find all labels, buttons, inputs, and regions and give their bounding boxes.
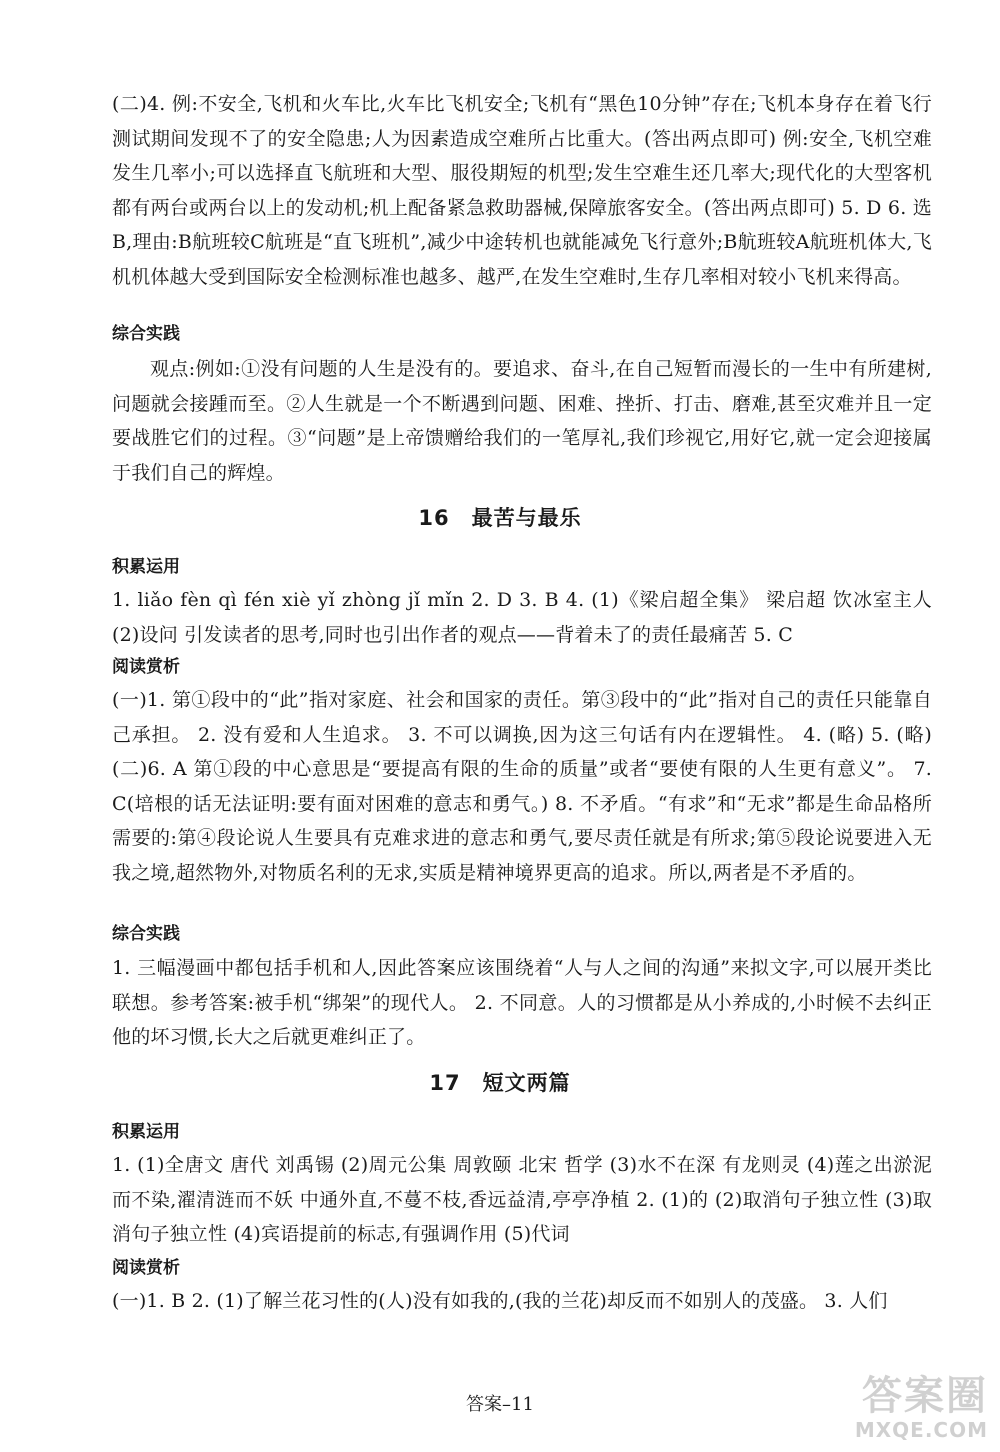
reading-answer-text: (一)1. B 2. (1)了解兰花习性的(人)没有如我的,(我的兰花)却反而不如别人的茂盛。 3. 人们: [112, 1290, 888, 1312]
section-heading-accumulation: 积累运用: [112, 1122, 180, 1142]
accumulation-answer-text: 1. liǎo fèn qì fén xiè yǐ zhòng jǐ mǐn 2. D 3. B 4. (1)《梁启超全集》 梁启超 饮冰室主人 (2)设问 引发读者的思考,同时也引出作者的观点——背着未了的责任最痛苦 5. C: [112, 589, 932, 646]
watermark-text: 答案圈: [862, 1373, 988, 1419]
practice-answer-text: 观点:例如:①没有问题的人生是没有的。要追求、奋斗,在自己短暂而漫长的一生中有所建树,问题就会接踵而至。②人生就是一个不断遇到问题、困难、挫折、打击、磨难,甚至灾难并且一定要战胜它们的过程。③“问题”是上帝馈赠给我们的一笔厚礼,我们珍视它,用好它,就一定会迎接属于我们自己的辉煌。: [112, 358, 932, 484]
section-heading-accumulation: 积累运用: [112, 557, 180, 577]
page-number: 答案–11: [466, 1394, 534, 1415]
section-heading-practice: 综合实践: [112, 324, 180, 344]
watermark-url: MXQE.COM: [854, 1418, 988, 1442]
reading-answer-text: (一)1. 第①段中的“此”指对家庭、社会和国家的责任。第③段中的“此”指对自己的责任只能靠自己承担。 2. 没有爱和人生追求。 3. 不可以调换,因为这三句话有内在逻辑性。 4. (略) 5. (略) (二)6. A 第①段的中心意思是“要提高有限的生命的质量”或者“要使有限的人生更有意义”。 7. C(培根的话无法证明:要有面对困难的意志和勇气。) 8. 不矛盾。“有求”和“无求”都是生命品格所需要的:第④段论说人生要具有克难求进的意志和勇气,要尽责任就是有所求;第⑤段论说要进入无我之境,超然物外,对物质名利的无求,实质是精神境界更高的追求。所以,两者是不矛盾的。: [112, 689, 932, 884]
chapter-number: 17: [429, 1071, 461, 1095]
section-heading-practice: 综合实践: [112, 924, 180, 944]
chapter-title-16: [0, 503, 1000, 533]
chapter-number: 16: [418, 506, 450, 530]
chapter-name: 最苦与最乐: [471, 506, 582, 530]
section-heading-reading: 阅读赏析: [112, 1258, 180, 1278]
chapter-name: 短文两篇: [482, 1071, 571, 1095]
practice-answer-text: 1. 三幅漫画中都包括手机和人,因此答案应该围绕着“人与人之间的沟通”来拟文字,可以展开类比联想。参考答案:被手机“绑架”的现代人。 2. 不同意。人的习惯都是从小养成的,小时候不去纠正他的坏习惯,长大之后就更难纠正了。: [112, 957, 932, 1048]
section-heading-reading: 阅读赏析: [112, 657, 180, 677]
accumulation-answer-text: 1. (1)全唐文 唐代 刘禹锡 (2)周元公集 周敦颐 北宋 哲学 (3)水不在深 有龙则灵 (4)莲之出淤泥而不染,濯清涟而不妖 中通外直,不蔓不枝,香远益清,亭亭净植 2. (1)的 (2)取消句子独立性 (3)取消句子独立性 (4)宾语提前的标志,有强调作用 (5)代词: [112, 1154, 932, 1245]
site-watermark-logo: [828, 1354, 988, 1442]
answer-block-continued: (二)4. 例:不安全,飞机和火车比,火车比飞机安全;飞机有“黑色10分钟”存在;飞机本身存在着飞行测试期间发现不了的安全隐患;人为因素造成空难所占比重大。(答出两点即可) 例:安全,飞机空难发生几率小;可以选择直飞航班和大型、服役期短的机型;发生空难生还几率大;现代化的大型客机都有两台或两台以上的发动机;机上配备紧急救助器械,保障旅客安全。(答出两点即可) 5. D 6. 选B,理由:B航班较C航班是“直飞班机”,减少中途转机也就能减免飞行意外;B航班较A航班机体大,飞机机体越大受到国际安全检测标准也越多、越严,在发生空难时,生存几率相对较小飞机来得高。: [112, 93, 932, 288]
chapter-title-17: [0, 1068, 1000, 1098]
